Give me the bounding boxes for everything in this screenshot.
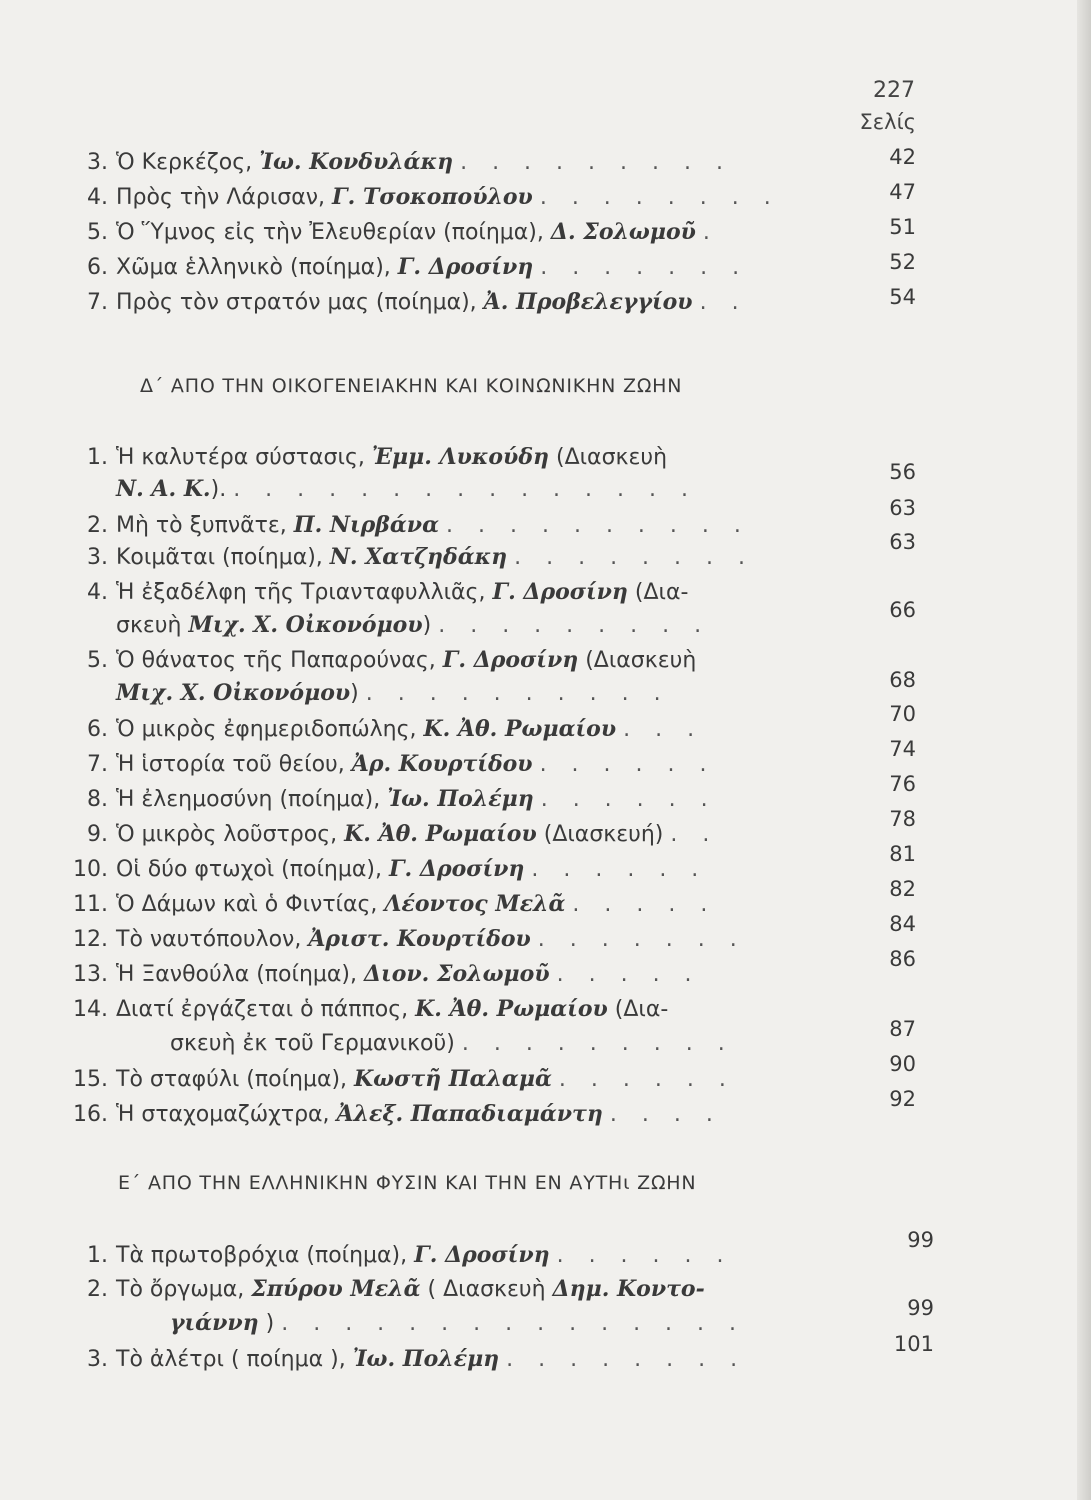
entry-number: 10. [73,857,108,882]
entry-note: (Διασκευὴ [585,648,697,673]
entry-author: Ἰω. Κονδυλάκη [259,149,454,175]
entry-author: Κωστῆ Παλαμᾶ [354,1066,552,1092]
toc-entry-continuation [170,1306,960,1341]
entry-note: (Διασκευή) [543,822,664,847]
leader-dots: . . . . . . . . . . . . . . . [281,1311,746,1336]
entry-page: 52 [889,250,916,274]
entry-tail: ). [210,477,227,502]
entry-author: Διον. Σολωμοῦ [363,961,550,987]
toc-entry [72,540,862,575]
entry-page: 90 [889,1052,916,1076]
entry-title: Ὁ μικρὸς λοῦστρος, [116,822,338,847]
entry-page: 56 [889,460,916,484]
entry-author: Μιχ. Χ. Οἰκονόμου [188,612,423,638]
entry-title: Τὸ ὄργωμα, [116,1277,245,1302]
leader-dots: . . . . . . . . . [461,1031,734,1056]
entry-number: 4. [87,185,108,210]
entry-author: Ἀλεξ. Παπαδιαμάντη [336,1101,603,1127]
entry-number: 11. [73,892,108,917]
entry-title: Τὰ πρωτοβρόχια (ποίημα), [116,1243,408,1268]
toc-entry [72,922,862,957]
entry-page: 70 [889,702,916,726]
toc-entry-continuation [116,608,906,643]
entry-note: (Δια- [614,997,669,1022]
entry-number: 6. [87,255,108,280]
toc-entry-continuation [170,1027,960,1061]
entry-author: Ἰω. Πολέμη [387,786,534,812]
entry-title: Ἡ ἐλεημοσύνη (ποίημα), [116,787,381,812]
entry-number: 5. [87,648,108,673]
entry-author: Μιχ. Χ. Οἰκονόμου [116,680,351,706]
toc-entry [72,992,862,1027]
entry-title: Ἡ ἱστορία τοῦ θείου, [116,752,345,777]
toc-entry [72,1342,862,1377]
entry-note: (Δια- [634,580,689,605]
entry-page: 99 [907,1296,934,1320]
toc-entry [72,643,862,678]
entry-author: Κ. Ἀθ. Ρωμαίου [415,996,608,1022]
leader-dots: . . . . . . . . . . [365,681,670,706]
entry-number: 1. [87,1243,108,1268]
entry-page: 63 [889,530,916,554]
leader-dots: . [702,220,719,245]
toc-entry [72,1062,862,1097]
leader-dots: . . . . . . . [537,927,746,952]
entry-page: 81 [889,842,916,866]
leader-dots: . . . . . . [531,857,708,882]
entry-page: 68 [889,668,916,692]
section-heading: Ε΄ ΑΠΟ ΤΗΝ ΕΛΛΗΝΙΚΗΝ ΦΥΣΙΝ ΚΑΙ ΤΗΝ ΕΝ ΑΥΤΗι ΖΩΗΝ [118,1172,697,1194]
entry-tail: ) [422,613,432,638]
toc-entry [72,887,862,922]
entry-page: 87 [889,1017,916,1041]
entry-note: (Διασκευὴ [555,445,668,470]
entry-author: Ἐμμ. Λυκούδη [371,444,549,470]
toc-entry [72,508,862,543]
entry-page: 66 [889,598,916,622]
toc-entry [72,250,862,285]
toc-entry-continuation [116,472,906,507]
page-column-label: Σελίς [859,110,916,134]
entry-title: Πρὸς τὸν στρατόν μας (ποίημα), [116,290,477,315]
leader-dots: . . . . . [572,892,717,917]
entry-page: 86 [889,947,916,971]
leader-dots: . . . . . . [540,787,717,812]
entry-title: Ὁ Δάμων καὶ ὁ Φιντίας, [116,892,378,917]
toc-entry [72,712,862,747]
entry-title: Τὸ ναυτόπουλον, [116,927,302,952]
entry-title: Μὴ τὸ ξυπνᾶτε, [116,513,287,538]
toc-entry [72,145,862,180]
entry-title: Τὸ ἀλέτρι ( ποίημα ), [116,1347,346,1372]
entry-author: Δ. Σολωμοῦ [550,219,696,245]
toc-entry [72,957,862,992]
entry-page: 101 [893,1332,934,1356]
toc-entry [72,852,862,887]
entry-number: 8. [87,787,108,812]
entry-continued-text: σκευὴ [116,613,182,638]
entry-author: Γ. Δροσίνη [388,856,525,882]
toc-entry [72,1272,862,1307]
entry-number: 3. [87,1347,108,1372]
leader-dots: . . . . . . . . . . [446,513,750,538]
entry-number: 16. [73,1102,108,1127]
entry-page: 82 [889,877,916,901]
leader-dots: . . . . . . [556,1243,733,1268]
toc-entry [72,1097,862,1132]
entry-author: Κ. Ἀθ. Ρωμαίου [344,821,537,847]
leader-dots: . . . . . . [558,1067,735,1092]
entry-author: Γ. Δροσίνη [414,1242,550,1268]
toc-entry [72,747,862,782]
leader-dots: . . [670,822,719,847]
leader-dots: . . . . . . [539,752,716,777]
entry-page: 63 [889,496,916,520]
entry-number: 7. [87,752,108,777]
entry-number: 3. [87,150,108,175]
toc-entry [72,440,862,475]
entry-author: γιάννη [170,1310,259,1336]
entry-page: 78 [889,807,916,831]
leader-dots: . . . . . . . . . . . . . . . [233,477,697,502]
entry-page: 54 [889,285,916,309]
leader-dots: . . [699,290,748,315]
entry-page: 47 [889,180,916,204]
entry-author: Γ. Δροσίνη [492,579,628,605]
entry-title: Ὁ θάνατος τῆς Παπαρούνας, [116,648,436,673]
entry-title: Ὁ Ὕμνος εἰς τὴν Ἐλευθερίαν (ποίημα), [116,220,544,245]
entry-note: ( Διασκευὴ [427,1277,546,1302]
entry-page: 74 [889,737,916,761]
leader-dots: . . . . . [556,962,701,987]
leader-dots: . . . [623,717,704,742]
entry-author: Ν. Χατζηδάκη [329,544,508,570]
entry-page: 42 [889,145,916,169]
section-heading: Δ΄ ΑΠΟ ΤΗΝ ΟΙΚΟΓΕΝΕΙΑΚΗΝ ΚΑΙ ΚΟΙΝΩΝΙΚΗΝ ΖΩΗΝ [140,375,683,397]
entry-page: 92 [889,1087,916,1111]
page-edge-shadow [1077,0,1091,1500]
entry-number: 9. [87,822,108,847]
entry-page: 51 [889,215,916,239]
entry-title: Ὁ μικρὸς ἐφημεριδοπώλης, [116,717,417,742]
page-number: 227 [873,78,915,103]
entry-number: 15. [73,1067,108,1092]
entry-number: 4. [87,580,108,605]
entry-page: 76 [889,772,916,796]
entry-author: Δημ. Κοντο- [552,1276,705,1302]
toc-entry [72,575,862,610]
leader-dots: . . . . . . . . [506,1347,747,1372]
entry-author: Π. Νιρβάνα [293,512,440,538]
entry-number: 12. [73,927,108,952]
toc-entry [72,285,862,320]
entry-author: Γ. Δροσίνη [442,647,579,673]
leader-dots: . . . . [609,1102,722,1127]
entry-number: 2. [87,513,108,538]
entry-author: Λέοντος Μελᾶ [384,891,566,917]
leader-dots: . . . . . . . . . [460,150,732,175]
entry-author: Κ. Ἀθ. Ρωμαίου [423,716,617,742]
entry-author: Ἀρ. Κουρτίδου [351,751,533,777]
entry-number: 7. [87,290,108,315]
entry-tail: ) [265,1311,275,1336]
entry-title: Ἡ σταχομαζώχτρα, [116,1102,330,1127]
toc-entry [72,1238,862,1273]
entry-number: 6. [87,717,108,742]
entry-number: 5. [87,220,108,245]
entry-number: 2. [87,1277,108,1302]
toc-entry [72,782,862,817]
entry-number: 3. [87,545,108,570]
toc-entry [72,817,862,852]
entry-tail: ) [350,681,359,706]
entry-author: Γ. Δροσίνη [397,254,534,280]
toc-entry [72,180,862,215]
entry-title: Ὁ Κερκέζος, [116,150,253,175]
leader-dots: . . . . . . . . [514,545,755,570]
entry-author: Ν. Α. Κ. [116,476,211,502]
entry-title: Διατί ἐργάζεται ὁ πάππος, [116,997,409,1022]
entry-author: Ἀ. Προβελεγγίου [483,289,693,315]
entry-number: 14. [73,997,108,1022]
entry-page: 99 [907,1228,934,1252]
entry-number: 13. [73,962,108,987]
entry-title: Ἡ καλυτέρα σύστασις, [116,445,365,470]
entry-author: Ἰω. Πολέμη [352,1346,500,1372]
entry-title: Οἱ δύο φτωχοὶ (ποίημα), [116,857,382,882]
entry-number: 1. [87,445,108,470]
entry-title: Κοιμᾶται (ποίημα), [116,545,323,570]
toc-entry-continuation [116,676,906,711]
entry-page: 84 [889,912,916,936]
toc-entry [72,215,862,250]
leader-dots: . . . . . . . [540,255,749,280]
entry-continued-text: σκευὴ ἐκ τοῦ Γερμανικοῦ) [170,1031,455,1056]
entry-title: Πρὸς τὴν Λάρισαν, [116,185,326,210]
leader-dots: . . . . . . . . [539,185,780,210]
entry-author: Σπύρου Μελᾶ [251,1276,421,1302]
entry-title: Ἡ ἐξαδέλφη τῆς Τριανταφυλλιᾶς, [116,580,486,605]
entry-author: Ἀριστ. Κουρτίδου [308,926,531,952]
entry-title: Χῶμα ἑλληνικὸ (ποίημα), [116,255,391,280]
entry-author: Γ. Τσοκοπούλου [332,184,533,210]
leader-dots: . . . . . . . . . [438,613,711,638]
entry-title: Τὸ σταφύλι (ποίημα), [116,1067,348,1092]
entry-title: Ἡ Ξανθούλα (ποίημα), [116,962,357,987]
